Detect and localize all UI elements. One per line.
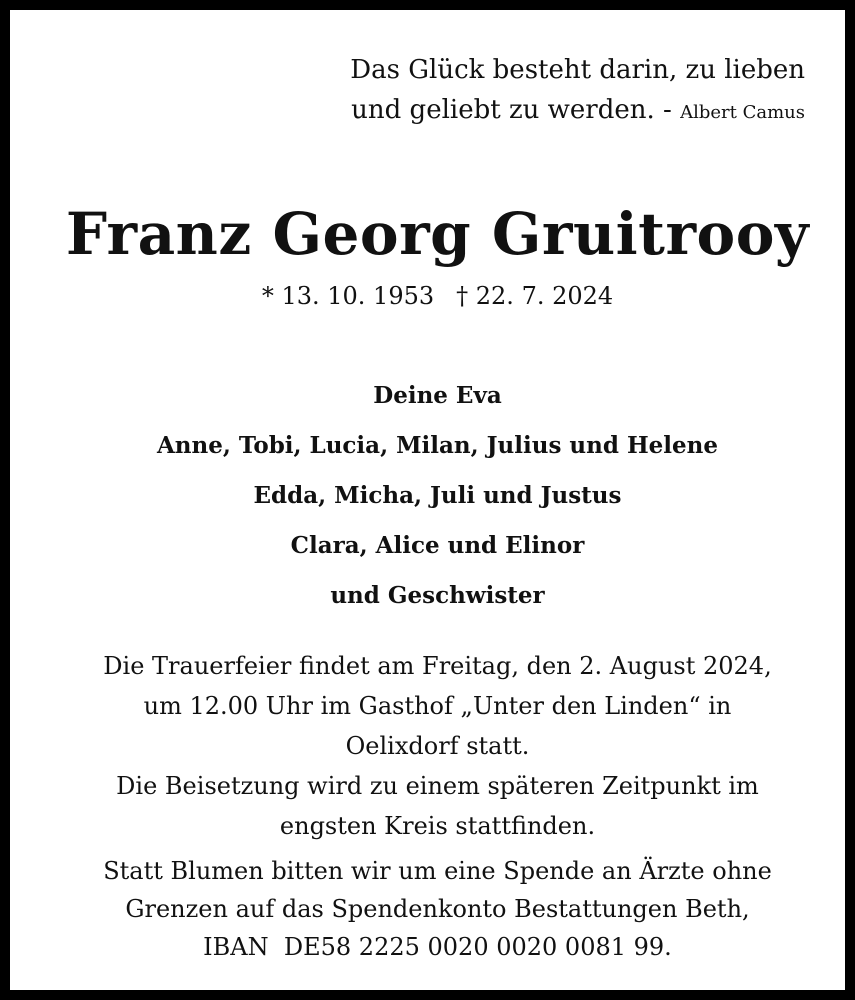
- funeral-service-notice: [10, 646, 855, 846]
- mourners-list: [10, 371, 855, 621]
- notice-line: um 12.00 Uhr im Gasthof „Unter den Linden“ in: [143, 692, 732, 720]
- quote-line-2: [350, 90, 805, 133]
- mourner-line: Edda, Micha, Juli und Justus: [253, 482, 622, 509]
- donation-notice: [10, 852, 855, 966]
- notice-line: Die Beisetzung wird zu einem späteren Zeitpunkt im: [116, 772, 759, 800]
- mourner-line: und Geschwister: [330, 582, 545, 609]
- mourner-line: Anne, Tobi, Lucia, Milan, Julius und Helene: [156, 432, 719, 459]
- quote-author: Albert Camus: [680, 102, 805, 123]
- birth-date: * 13. 10. 1953: [261, 282, 435, 310]
- mourner-line: Clara, Alice und Elinor: [290, 532, 585, 559]
- death-date: † 22. 7. 2024: [456, 282, 614, 310]
- life-dates: [10, 278, 855, 314]
- quote-line-1: Das Glück besteht darin, zu lieben: [350, 55, 805, 85]
- notice-line: engsten Kreis stattfinden.: [279, 812, 596, 840]
- mourner-line: Deine Eva: [373, 382, 502, 409]
- quote-line-2-text: und geliebt zu werden. -: [351, 95, 672, 125]
- donation-line: Statt Blumen bitten wir um eine Spende an Ärzte ohne: [103, 857, 772, 885]
- donation-iban: IBAN DE58 2225 0020 0020 0081 99.: [203, 933, 672, 961]
- notice-line: Oelixdorf statt.: [345, 732, 530, 760]
- epigraph-quote: [350, 50, 805, 133]
- notice-line: Die Trauerfeier findet am Freitag, den 2. August 2024,: [103, 652, 772, 680]
- deceased-name: Franz Georg Gruitrooy: [65, 200, 810, 268]
- donation-line: Grenzen auf das Spendenkonto Bestattungen Beth,: [125, 895, 750, 923]
